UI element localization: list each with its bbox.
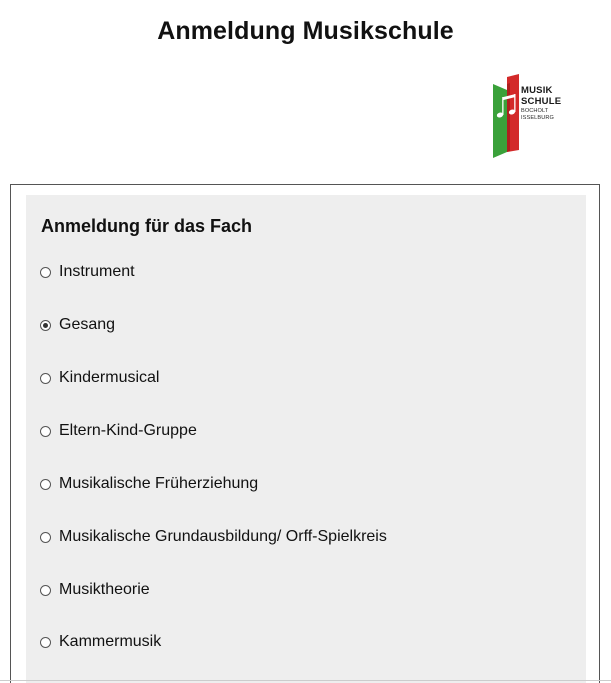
radio-musiktheorie[interactable]: [40, 585, 51, 596]
option-kindermusical[interactable]: [40, 369, 159, 387]
option-label: Gesang: [59, 316, 116, 333]
viewport-bottom-divider: [0, 680, 611, 681]
option-label: Musikalische Früherziehung: [59, 475, 259, 492]
radio-kindermusical[interactable]: [40, 373, 51, 384]
option-musiktheorie[interactable]: [40, 581, 150, 599]
option-label: Eltern-Kind-Gruppe: [59, 422, 197, 439]
logo-flag-icon: [490, 74, 524, 158]
radio-gesang[interactable]: [40, 320, 51, 331]
radio-musikalische-grundausbildung[interactable]: [40, 532, 51, 543]
option-label: Musikalische Grundausbildung/ Orff-Spielkreis: [59, 528, 387, 545]
option-kammermusik[interactable]: [40, 633, 161, 651]
option-eltern-kind-gruppe[interactable]: [40, 422, 197, 440]
musikschule-logo: [490, 74, 570, 158]
radio-kammermusik[interactable]: [40, 637, 51, 648]
logo-line-musik: MUSIK: [521, 85, 553, 96]
radio-instrument[interactable]: [40, 267, 51, 278]
section-heading: Anmeldung für das Fach: [41, 216, 253, 236]
option-gesang[interactable]: [40, 316, 115, 334]
page-title: Anmeldung Musikschule: [157, 17, 454, 45]
option-label: Kammermusik: [59, 633, 162, 650]
radio-eltern-kind-gruppe[interactable]: [40, 426, 51, 437]
logo-line-isselburg: ISSELBURG: [521, 114, 554, 121]
option-musikalische-grundausbildung[interactable]: [40, 528, 387, 546]
logo-line-schule: SCHULE: [521, 95, 562, 107]
option-instrument[interactable]: [40, 263, 135, 281]
option-musikalische-frueherziehung[interactable]: [40, 475, 258, 493]
option-label: Instrument: [59, 263, 135, 280]
logo-text: [521, 86, 561, 121]
radio-musikalische-frueherziehung[interactable]: [40, 479, 51, 490]
option-label: Kindermusical: [59, 369, 160, 386]
logo-line-bocholt: BOCHOLT: [521, 108, 549, 114]
option-label: Musiktheorie: [59, 581, 150, 598]
